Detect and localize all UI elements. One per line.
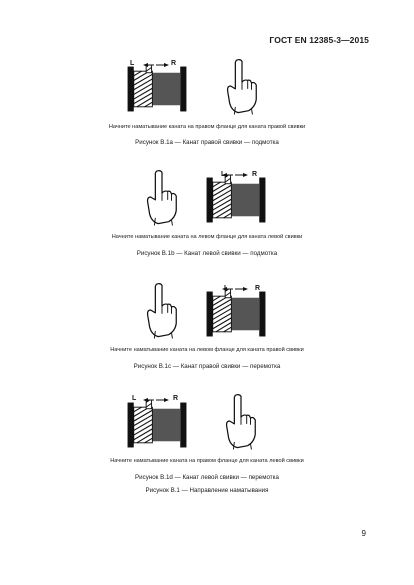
standard-designation: ГОСТ EN 12385-3—2015 — [269, 35, 369, 45]
pointing-hand-icon — [223, 57, 261, 115]
figure-caption: Начните наматывание каната на правом фланце для каната левой свивки — [110, 458, 304, 464]
label-left: L — [132, 395, 137, 402]
figure-caption: Начните наматывание каната на правом фланце для каната правой свивки — [108, 124, 306, 130]
figure-title: Рисунок B.1b — Канат левой свивки — подмотка — [136, 250, 278, 257]
figure-title: Рисунок B.1c — Канат правой свивки — перемотка — [133, 363, 281, 370]
figure-caption: Начните наматывание каната на левом фланце для каната правой свивки — [110, 347, 304, 353]
drum-illustration — [205, 165, 269, 227]
label-right: R — [171, 60, 177, 67]
page-number: 9 — [361, 529, 366, 538]
label-left: L — [130, 60, 135, 67]
figure-title: Рисунок B.1d — Канат левой свивки — перемотка — [135, 474, 279, 481]
pointing-hand-icon — [143, 168, 181, 226]
pointing-hand-icon — [222, 392, 260, 450]
label-left: L — [224, 285, 229, 292]
label-left: L — [221, 171, 226, 178]
label-right: R — [255, 285, 261, 292]
label-right: R — [252, 171, 258, 178]
drum-illustration — [126, 55, 190, 115]
figure-b1-title: Рисунок B.1 — Направление наматывания — [145, 487, 269, 494]
figure-title: Рисунок B.1a — Канат правой свивки — подмотка — [135, 139, 279, 146]
pointing-hand-icon — [143, 281, 181, 339]
figure-caption: Начните наматывание каната на левом фланце для каната левой свивки — [111, 234, 303, 240]
label-right: R — [173, 395, 179, 402]
